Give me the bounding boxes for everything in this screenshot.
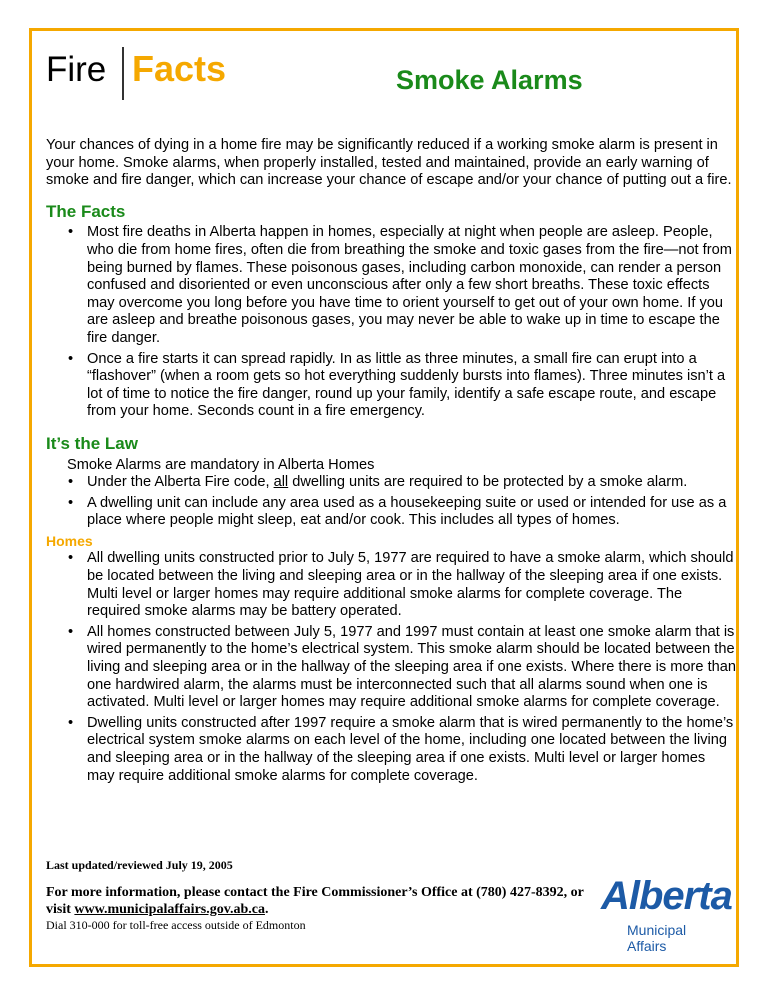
facts-list: [46, 224, 736, 421]
underlined-all: all: [273, 474, 289, 491]
bullet-icon: •: [68, 550, 74, 567]
alberta-logo: [601, 874, 732, 954]
bullet-icon: •: [68, 714, 74, 731]
logo-divider: [122, 47, 124, 100]
contact-info: For more information, please contact the Fire Commissioner’s Office at (780) 427-8392, or visit www.municipalaffairs.gov.ab.ca.: [46, 885, 584, 917]
list-item: • Dwelling units constructed after 1997 require a smoke alarm that is wired permanently to the home’s electrical system smoke alarms on each level of the home, including one located between the living and sleeping area or in the hallway of the sleeping area if one exists. Multi level or larger homes may require additional smoke alarms for complete coverage.: [68, 714, 734, 784]
alberta-wordmark: Alberta: [601, 874, 732, 918]
bullet-icon: •: [68, 623, 74, 640]
municipal-affairs-text: Municipal Affairs: [627, 922, 687, 954]
homes-list: [46, 550, 736, 785]
list-item: • Once a fire starts it can spread rapidly. In as little as three minutes, a small fire can erupt into a “flashover” (when a room gets so hot everything suddenly bursts into flames). Three minutes isn’t a lot of time to notice the fire danger, round up your family, identify a safe escape route, and escape from your home. Seconds count in a fire emergency.: [68, 350, 726, 420]
list-item: • All dwelling units constructed prior to July 5, 1977 are required to have a smoke alarm, which should be located between the living and sleeping area or in the hallway of the sleeping area if one exists. Multi level or larger homes may require additional smoke alarms for complete coverage. The required smoke alarms may be battery operated.: [68, 550, 734, 620]
list-item: • A dwelling unit can include any area used as a housekeeping suite or used or intended for use as a place where people might sleep, eat and/or cook. This includes all types of homes.: [68, 494, 727, 529]
list-item: • Most fire deaths in Alberta happen in homes, especially at night when people are asleep. People, who die from home fires, often die from breathing the smoke and toxic gases from the fire—not from being burned by flames. These poisonous gases, including carbon monoxide, can render a person confused and disoriented or even unconscious after only a few short breaths. These toxic effects may overcome you long before you have time to orient yourself to get out of your own home. If you are asleep and breathe poisonous gases, you may never be able to wake up in time to escape the fire danger.: [68, 224, 732, 346]
law-subheading: Smoke Alarms are mandatory in Alberta Homes: [67, 456, 375, 473]
website-link[interactable]: www.municipalaffairs.gov.ab.ca: [74, 902, 265, 917]
bullet-icon: •: [68, 224, 74, 241]
logo-facts-text: Facts: [132, 48, 227, 89]
homes-heading: Homes: [46, 532, 93, 549]
list-item: • Under the Alberta Fire code, all dwelling units are required to be protected by a smoke alarm.: [68, 474, 688, 491]
law-list: [46, 474, 736, 530]
bullet-icon: •: [68, 474, 74, 491]
toll-free-note: Dial 310-000 for toll-free access outside of Edmonton: [46, 918, 306, 932]
bullet-icon: •: [68, 494, 74, 511]
list-item: • All homes constructed between July 5, 1977 and 1997 must contain at least one smoke alarm that is wired permanently to the home’s electrical system. This smoke alarm should be located between the living and sleeping area or in the hallway of the sleeping area if one exists. Where there is more than one hardwired alarm, the alarms must be interconnected such that all alarms sound when one is activated. Multi level or larger homes may require additional smoke alarms for complete coverage.: [68, 623, 736, 711]
header: [46, 44, 726, 104]
bullet-icon: •: [68, 350, 74, 367]
facts-heading: The Facts: [46, 201, 126, 221]
page-title: Smoke Alarms: [396, 65, 583, 95]
intro-paragraph: Your chances of dying in a home fire may be significantly reduced if a working smoke alarm is present in your home. Smoke alarms, when properly installed, tested and maintained, provide an early warning of smoke and fire danger, which can increase your chance of escape and/or your chance of putting out a fire.: [46, 137, 732, 189]
last-updated: Last updated/reviewed July 19, 2005: [46, 858, 233, 872]
logo-fire-text: Fire: [46, 50, 107, 89]
main-content: [46, 137, 736, 788]
law-heading: It’s the Law: [46, 433, 138, 453]
